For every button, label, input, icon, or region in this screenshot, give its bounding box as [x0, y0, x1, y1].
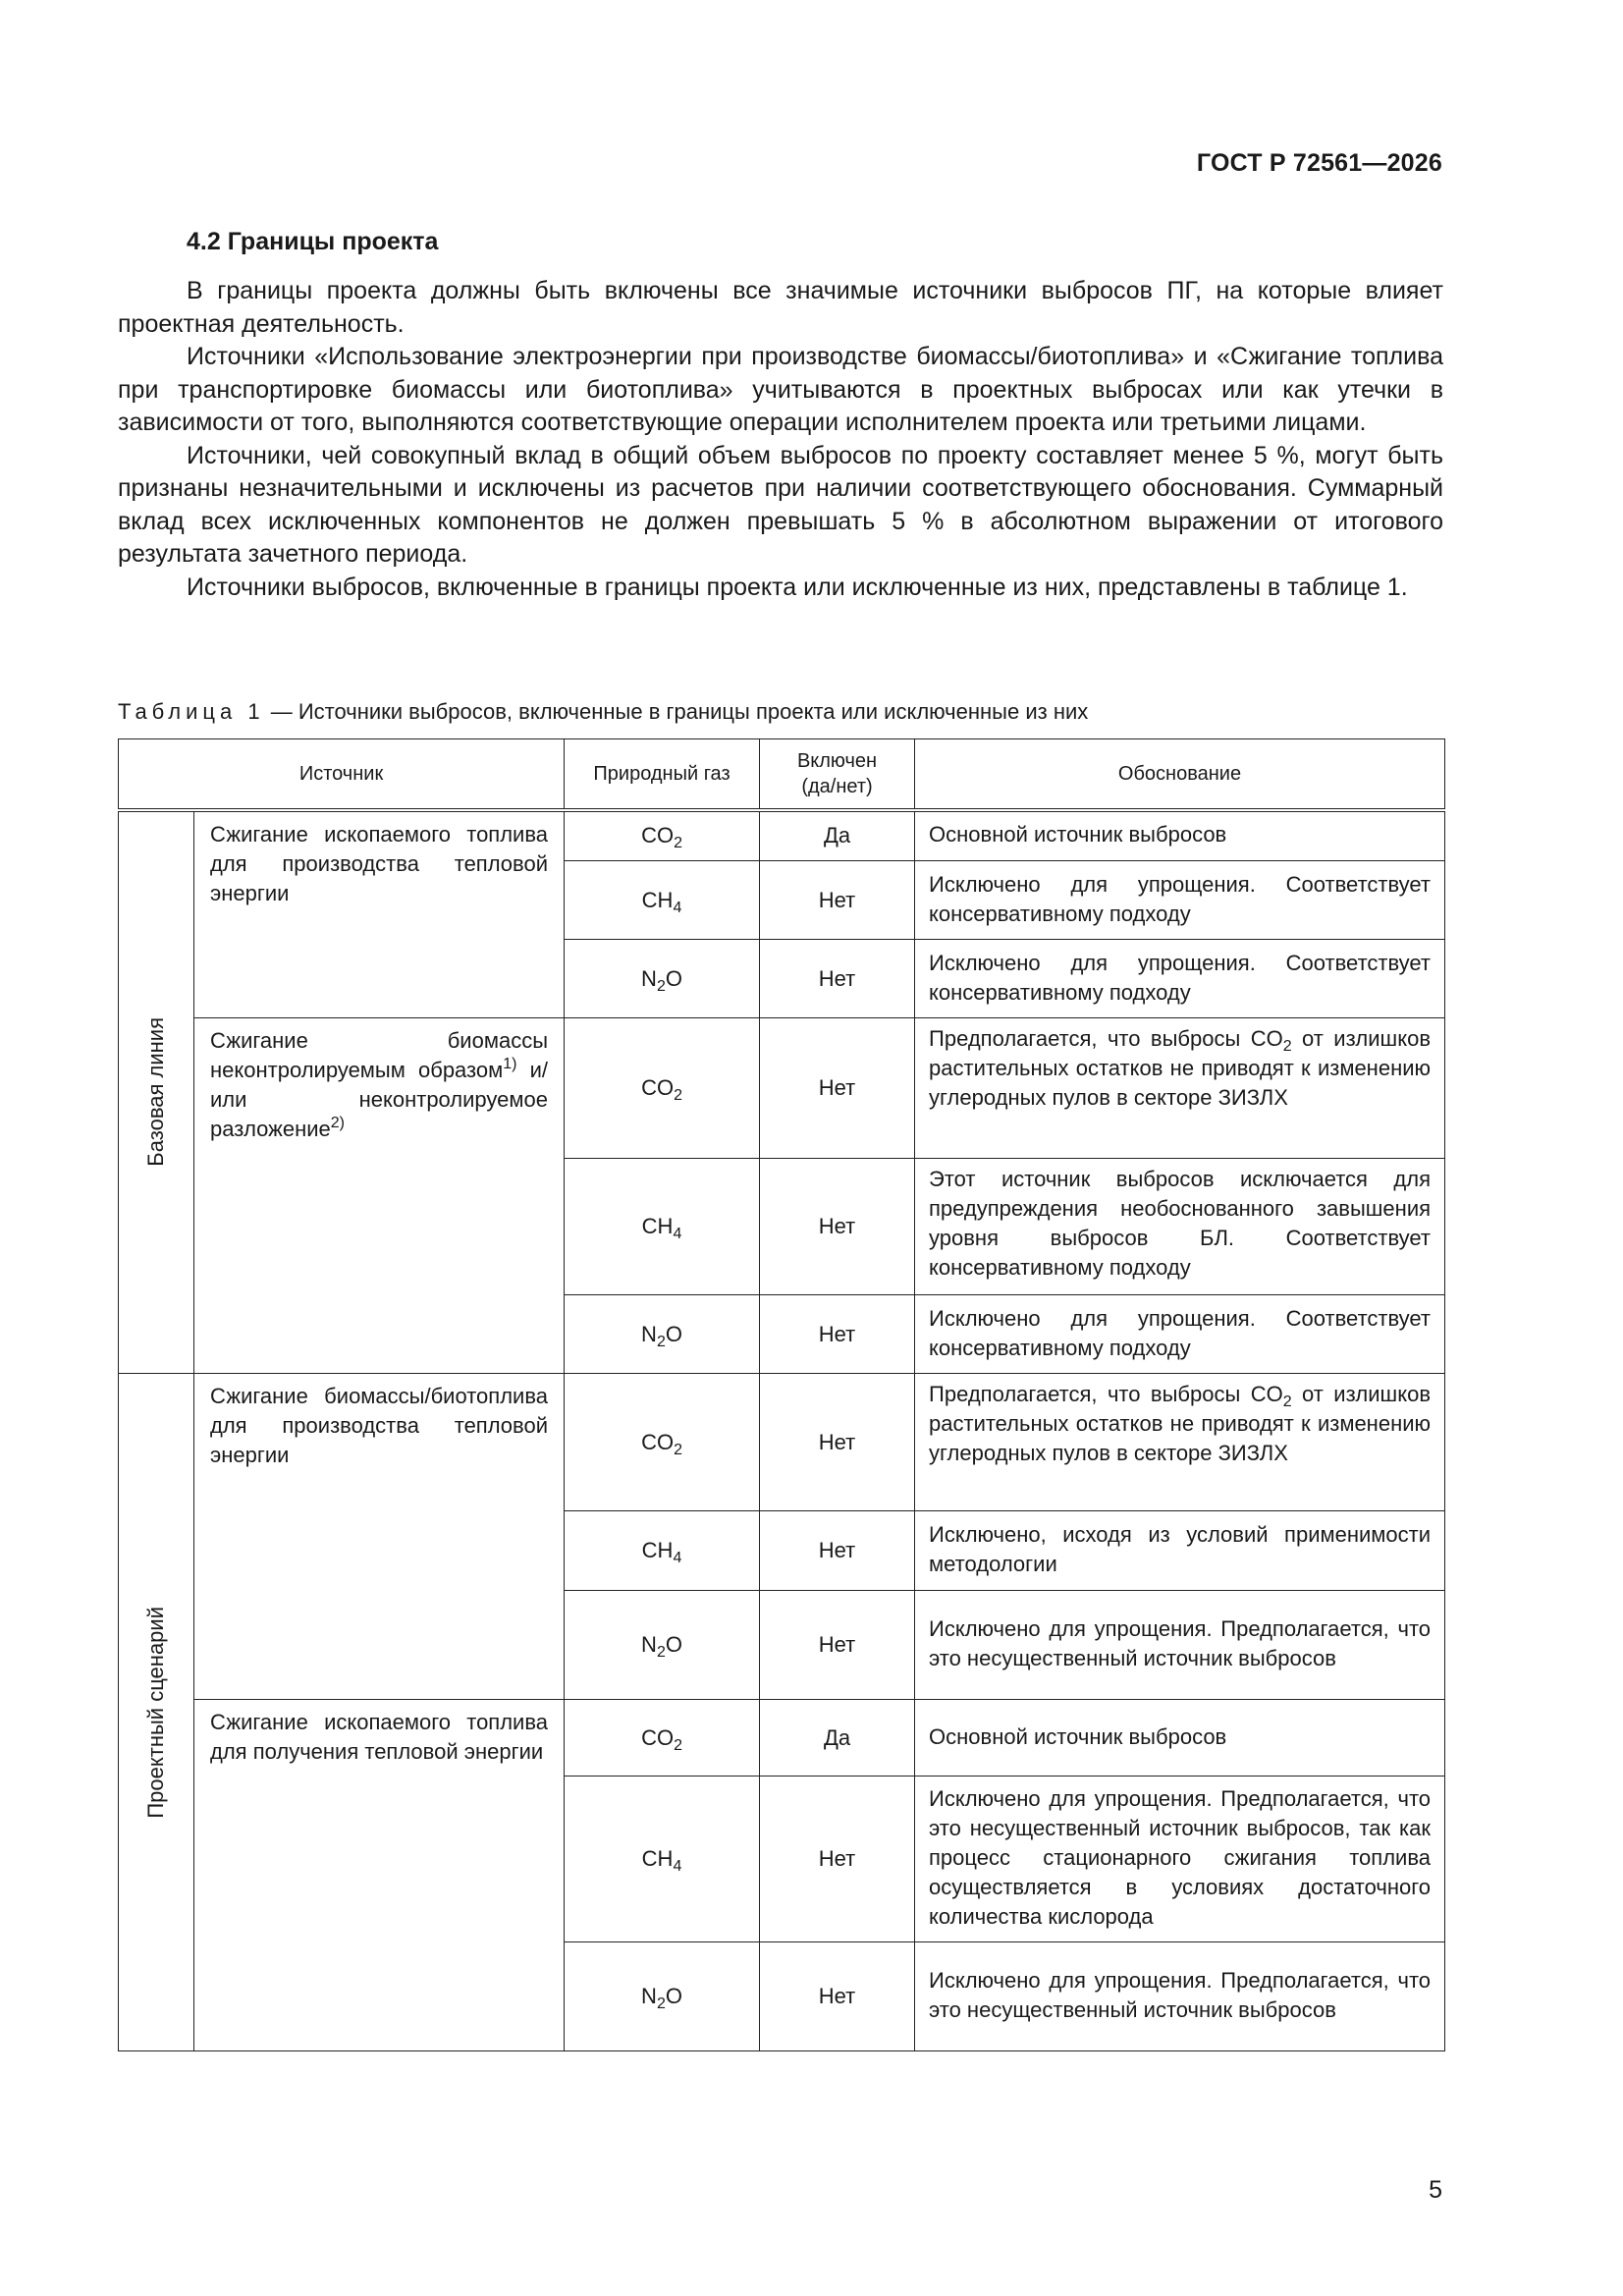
table-row: [119, 1374, 1445, 1511]
gas-cell: $CO_2$: [565, 1018, 760, 1159]
gas-cell: $CO_2$: [565, 810, 760, 861]
gas-cell: $CH_4$: [565, 1159, 760, 1295]
included-cell: Нет: [760, 1295, 915, 1374]
group-baseline: Базовая линия: [119, 810, 194, 1374]
included-cell: Нет: [760, 1591, 915, 1700]
header-gas: Природный газ: [565, 739, 760, 810]
justification-cell: Исключено для упрощения. Соответствует консервативному подходу: [915, 940, 1445, 1018]
justification-cell: Исключено для упрощения. Соответствует консервативному подходу: [915, 1295, 1445, 1374]
page-number: 5: [1429, 2176, 1442, 2204]
justification-cell: Предполагается, что выбросы $CO_2$ от излишков растительных остатков не приводят к изменению углеродных пулов в секторе ЗИЗЛХ: [915, 1018, 1445, 1159]
included-cell: Да: [760, 1700, 915, 1777]
gas-cell: $CO_2$: [565, 1700, 760, 1777]
source-cell: Сжигание ископаемого топлива для получения тепловой энергии: [194, 1700, 565, 2051]
included-cell: Нет: [760, 1511, 915, 1591]
header-source: Источник: [119, 739, 565, 810]
table-header-row: [119, 739, 1445, 810]
source-cell: Сжигание биомассы/биотоплива для производства тепловой энергии: [194, 1374, 565, 1700]
header-included: Включен (да/нет): [760, 739, 915, 810]
justification-cell: Предполагается, что выбросы $CO_2$ от излишков растительных остатков не приводят к изменению углеродных пулов в секторе ЗИЗЛХ: [915, 1374, 1445, 1511]
source-cell: Сжигание биомассы неконтролируемым образом$^{1)}$ и/или неконтролируемое разложение$^{2)}$: [194, 1018, 565, 1374]
justification-cell: Основной источник выбросов: [915, 1700, 1445, 1777]
table-caption-text: — Источники выбросов, включенные в границы проекта или исключенные из них: [270, 699, 1089, 724]
paragraph: Источники «Использование электроэнергии при производстве биомассы/биотоплива» и «Сжигание топлива при транспортировке биомассы или биотоплива» учитываются в проектных выбросах или как утечки в зависимости от того, выполняются соответствующие операции исполнителем проекта или третьими лицами.: [118, 343, 1443, 436]
included-cell: Нет: [760, 1777, 915, 1942]
included-cell: Нет: [760, 861, 915, 940]
source-cell: Сжигание ископаемого топлива для производства тепловой энергии: [194, 810, 565, 1018]
gas-cell: $CH_4$: [565, 1777, 760, 1942]
justification-cell: Исключено для упрощения. Соответствует консервативному подходу: [915, 861, 1445, 940]
emission-sources-table: [118, 738, 1445, 2051]
paragraph: В границы проекта должны быть включены все значимые источники выбросов ПГ, на которые влияет проектная деятельность.: [118, 277, 1443, 338]
gas-cell: $N_2O$: [565, 1295, 760, 1374]
gas-cell: $CO_2$: [565, 1374, 760, 1511]
included-cell: Нет: [760, 1018, 915, 1159]
gas-cell: $N_2O$: [565, 1942, 760, 2051]
table-caption-label: Таблица 1: [118, 699, 265, 724]
included-cell: Нет: [760, 1374, 915, 1511]
justification-cell: Этот источник выбросов исключается для предупреждения необоснованного завышения уровня выбросов БЛ. Соответствует консервативному подходу: [915, 1159, 1445, 1295]
gas-cell: $N_2O$: [565, 940, 760, 1018]
included-cell: Нет: [760, 1942, 915, 2051]
header-justification: Обоснование: [915, 739, 1445, 810]
gas-cell: $CH_4$: [565, 1511, 760, 1591]
document-code: ГОСТ Р 72561—2026: [1196, 149, 1442, 177]
body-text: [118, 275, 1443, 604]
justification-cell: Основной источник выбросов: [915, 810, 1445, 861]
justification-cell: Исключено для упрощения. Предполагается, что это несущественный источник выбросов: [915, 1591, 1445, 1700]
justification-cell: Исключено, исходя из условий применимости методологии: [915, 1511, 1445, 1591]
section-title: 4.2 Границы проекта: [187, 228, 439, 255]
table-caption: [118, 699, 1088, 725]
paragraph: Источники выбросов, включенные в границы проекта или исключенные из них, представлены в таблице 1.: [187, 573, 1408, 601]
included-cell: Да: [760, 810, 915, 861]
table-row: [119, 1700, 1445, 1777]
included-cell: Нет: [760, 1159, 915, 1295]
gas-cell: $CH_4$: [565, 861, 760, 940]
included-cell: Нет: [760, 940, 915, 1018]
table-row: [119, 810, 1445, 861]
justification-cell: Исключено для упрощения. Предполагается, что это несущественный источник выбросов: [915, 1942, 1445, 2051]
gas-cell: $N_2O$: [565, 1591, 760, 1700]
table-row: [119, 1018, 1445, 1159]
paragraph: Источники, чей совокупный вклад в общий объем выбросов по проекту составляет менее 5 %, могут быть признаны незначительными и исключены из расчетов при наличии соответствующего обоснования. Суммарный вклад всех исключенных компонентов не должен превышать 5 % в абсолютном выражении от итогового результата зачетного периода.: [118, 441, 1443, 568]
group-project: Проектный сценарий: [119, 1374, 194, 2051]
justification-cell: Исключено для упрощения. Предполагается, что это несущественный источник выбросов, так как процесс стационарного сжигания топлива осуществляется в условиях достаточного количества кислорода: [915, 1777, 1445, 1942]
